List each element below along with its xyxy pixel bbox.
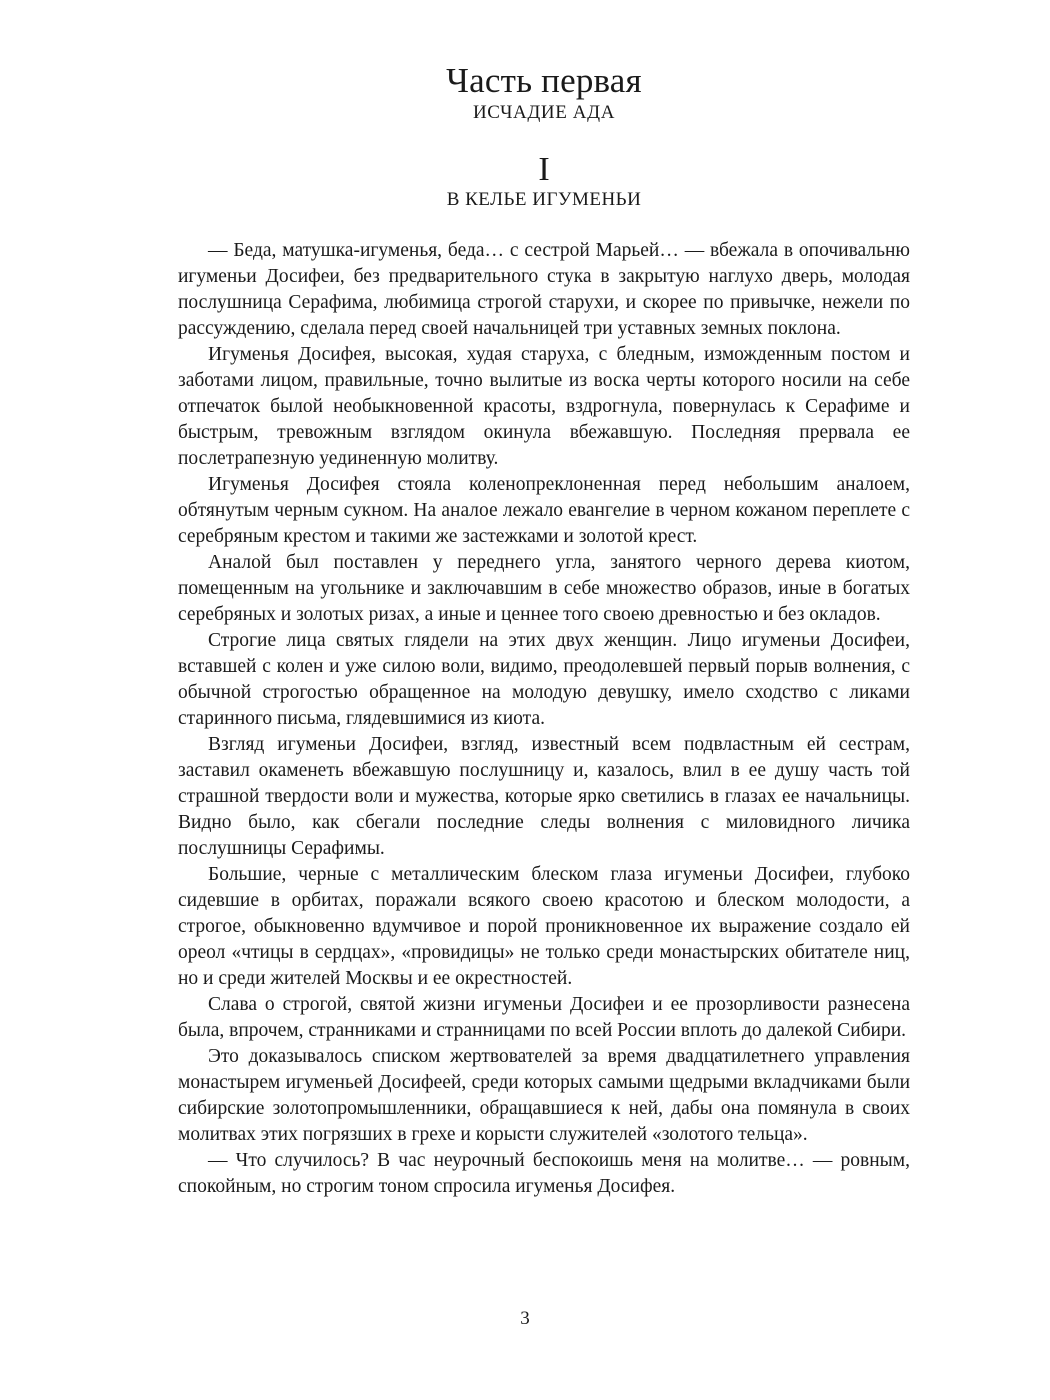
part-title: Часть первая (446, 61, 642, 100)
paragraph: Игуменья Досифея стояла коленопреклоненная перед небольшим аналоем, обтянутым черным сукном. На аналое лежало евангелие в черном кожаном переплете с серебряным крестом и такими же застежками и золотой крест. (178, 474, 910, 547)
chapter-title: В КЕЛЬЕ ИГУМЕНЬИ (446, 189, 642, 210)
paragraph: Аналой был поставлен у переднего угла, занятого черного дерева киотом, помещенным на угольнике и заключавшим в себе множество образов, иные в богатых серебряных и золотых ризах, а иные и ценнее того своею древностью и без окладов. (178, 552, 910, 625)
page-number: 3 (520, 1308, 530, 1329)
paragraph: Игуменья Досифея, высокая, худая старуха, с бледным, изможденным постом и заботами лицом, правильные, точно вылитые из воска черты которого носили на себе отпечаток былой необыкновенной красоты, вздрогнула, повернулась к Серафиме и быстрым, тревожным взглядом окинула вбежавшую. Последняя прервала ее послетрапезную уединенную молитву. (178, 344, 910, 469)
paragraph: — Что случилось? В час неурочный беспокоишь меня на молитве… — ровным, спокойным, но строгим тоном спросила игуменья Досифея. (178, 1150, 910, 1197)
paragraph: Строгие лица святых глядели на этих двух женщин. Лицо игуменьи Досифеи, вставшей с колен и уже силою воли, видимо, преодолевшей первый порыв волнения, с обычной строгостью обращенное на молодую девушку, имело сходство с ликами старинного письма, глядевшимися из киота. (178, 630, 910, 729)
paragraph: Большие, черные с металлическим блеском глаза игуменьи Досифеи, глубоко сидевшие в орбитах, поражали всякого своею красотою и блеском молодости, а строгое, обыкновенно вдумчивое и порой проникновенное их выражение создало ей ореол «чтицы в сердцах», «провидицы» не только среди монастырских обитателе ниц, но и среди жителей Москвы и ее окрестностей. (178, 864, 910, 989)
part-subtitle: ИСЧАДИЕ АДА (472, 102, 616, 123)
paragraph: Взгляд игуменьи Досифеи, взгляд, известный всем подвластным ей сестрам, заставил окаменеть вбежавшую послушницу и, казалось, влил в ее душу часть той страшной твердости воли и мужества, которые ярко светились в глазах ее начальницы. Видно было, как сбегали последние следы волнения с миловидного личика послушницы Серафимы. (178, 734, 910, 859)
body-text (178, 238, 910, 1200)
paragraph: Слава о строгой, святой жизни игуменьи Досифеи и ее прозорливости разнесена была, впрочем, странниками и странницами по всей России вплоть до далекой Сибири. (178, 994, 910, 1041)
chapter-number: I (538, 151, 550, 188)
paragraph: Это доказывалось списком жертвователей за время двадцатилетнего управления монастырем игуменьей Досифеей, среди которых самыми щедрыми вкладчиками были сибирские золотопромышленники, обращавшиеся к ней, дабы она помянула в своих молитвах этих погрязших в грехе и корысти служителей «золотого тельца». (178, 1046, 910, 1145)
paragraph: — Беда, матушка-игуменья, беда… с сестрой Марьей… — вбежала в опочивальню игуменьи Досифеи, без предварительного стука в закрытую наглухо дверь, молодая послушница Серафима, любимица строгой старухи, и скорее по привычке, нежели по рассуждению, сделала перед своей начальницей три уставных земных поклона. (178, 240, 910, 339)
page-content (178, 60, 910, 1200)
